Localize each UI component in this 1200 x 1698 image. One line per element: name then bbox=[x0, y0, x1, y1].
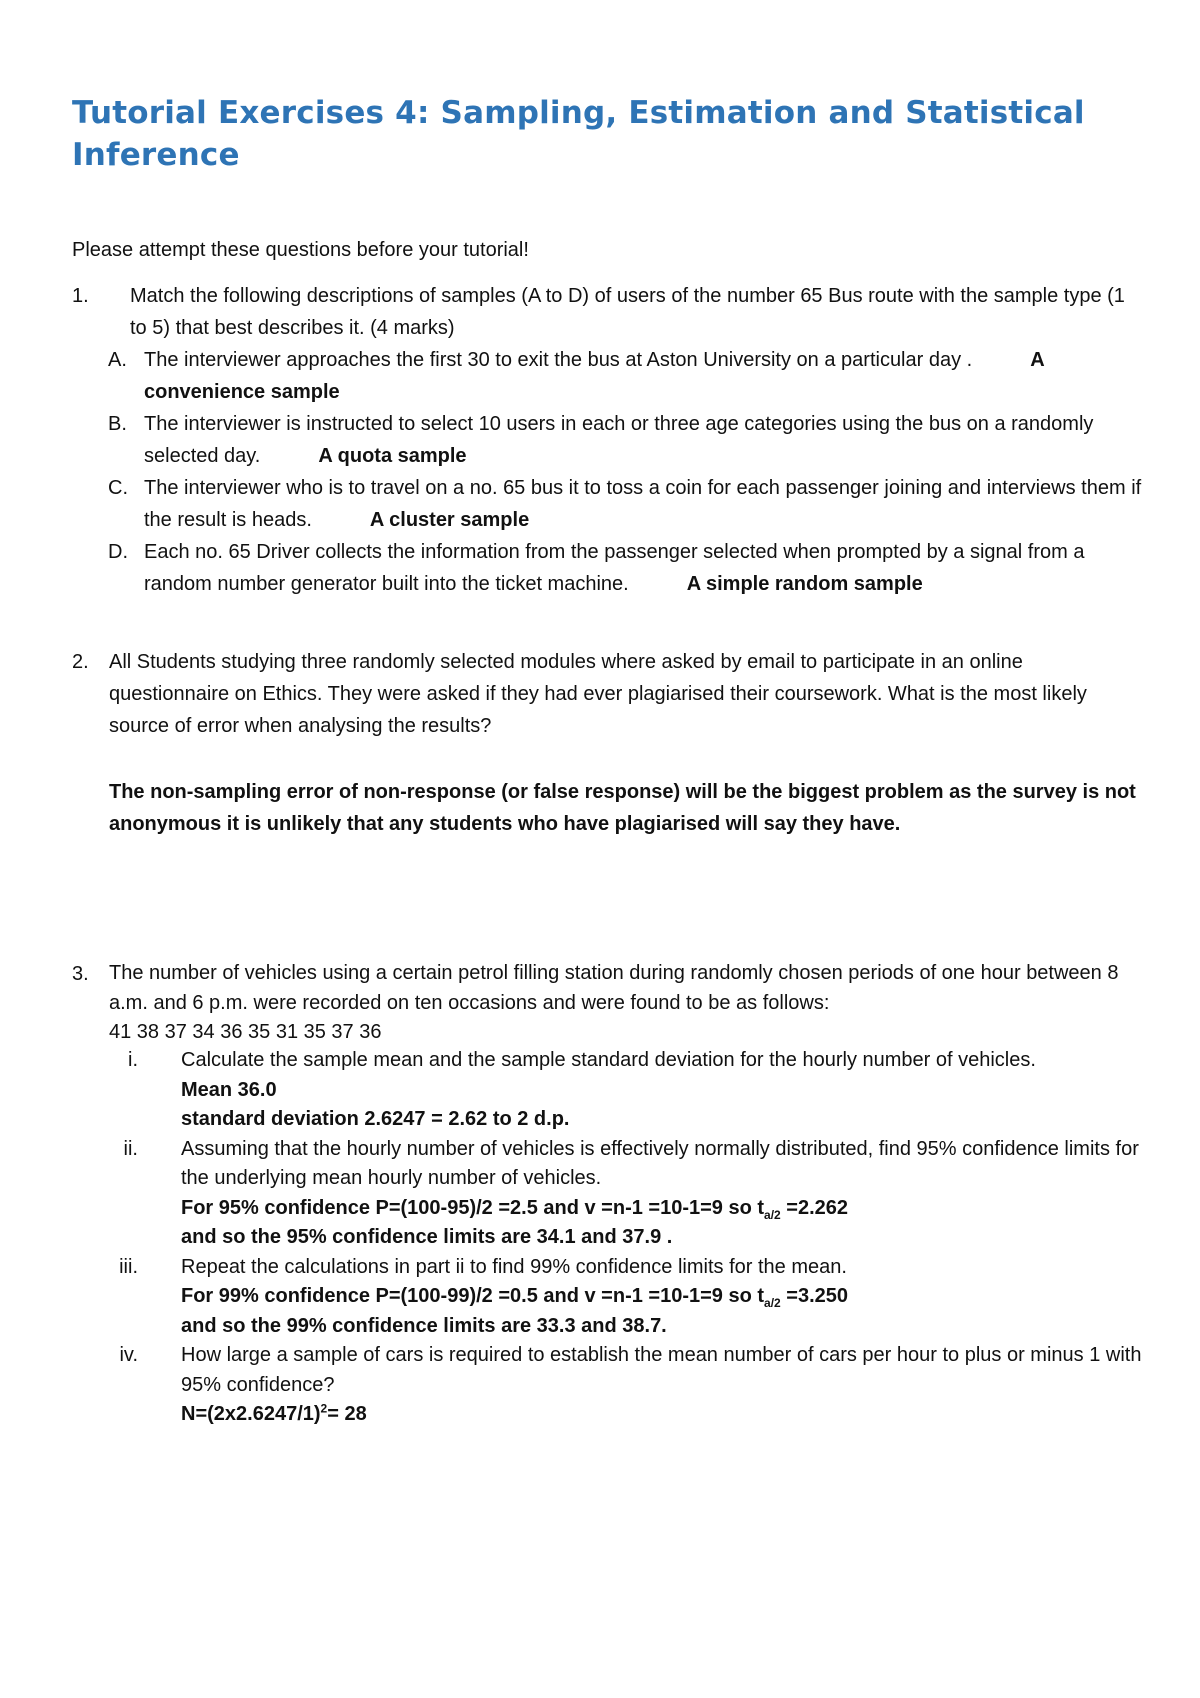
q1-item-b bbox=[72, 408, 1142, 472]
q3-part-i bbox=[72, 1046, 1142, 1135]
answer-text-end: =3.250 bbox=[780, 1285, 849, 1307]
q1-item-a bbox=[72, 344, 1142, 408]
question-text: All Students studying three randomly selected modules where asked by email to participate in an online questionnaire on Ethics. They were asked if they had ever plagiarised their coursework. What is the most likely source of error when analysing the results? bbox=[109, 651, 1087, 737]
item-label: D. bbox=[108, 541, 128, 563]
answer-text-end: =2.262 bbox=[780, 1196, 849, 1219]
answer-text: N=(2x2.6247/1) bbox=[181, 1403, 321, 1425]
answer-text-end: = 28 bbox=[327, 1403, 367, 1425]
answer-text: For 95% confidence P=(100-95)/2 =2.5 and v =n-1 =10-1=9 so t bbox=[181, 1196, 765, 1219]
data-values: 41 38 37 34 36 35 31 35 37 36 bbox=[109, 1021, 382, 1043]
question-text: Match the following descriptions of samples (A to D) of users of the number 65 Bus route with the sample type (1 to 5) that best describes it. (4 marks) bbox=[130, 285, 1125, 339]
part-answer-2: and so the 99% confidence limits are 33.3 and 38.7. bbox=[181, 1314, 667, 1337]
question-text: The number of vehicles using a certain petrol filling station during randomly chosen periods of one hour between 8 a.m. and 6 p.m. were recorded on ten occasions and were found to be as follows: bbox=[109, 962, 1119, 1014]
q3-part-iii bbox=[72, 1253, 1142, 1342]
page-title: Tutorial Exercises 4: Sampling, Estimation and Statistical Inference bbox=[72, 95, 1085, 173]
item-text: The interviewer approaches the first 30 to exit the bus at Aston University on a particular day . bbox=[144, 349, 973, 371]
part-answer-2: standard deviation 2.6247 = 2.62 to 2 d.p. bbox=[181, 1108, 570, 1130]
part-text: Assuming that the hourly number of vehicles is effectively normally distributed, find 95% confidence limits for the underlying mean hourly number of vehicles. bbox=[181, 1137, 1139, 1189]
part-label: iii. bbox=[119, 1255, 138, 1278]
item-label: C. bbox=[108, 477, 128, 499]
item-text: Each no. 65 Driver collects the information from the passenger selected when prompted by a signal from a random number generator built into the ticket machine. bbox=[144, 541, 1085, 595]
item-text: The interviewer who is to travel on a no. 65 bus it to toss a coin for each passenger joining and interviews them if the result is heads. bbox=[144, 477, 1142, 531]
part-label: iv. bbox=[119, 1344, 138, 1366]
part-label: i. bbox=[128, 1049, 138, 1071]
answer-subscript: a/2 bbox=[764, 1296, 781, 1310]
question-answer: The non-sampling error of non-response (or false response) will be the biggest problem as the survey is not anonymous it is unlikely that any students who have plagiarised will say they have. bbox=[109, 781, 1136, 835]
part-text: Repeat the calculations in part ii to find 99% confidence limits for the mean. bbox=[181, 1255, 847, 1278]
part-answer bbox=[181, 1400, 1142, 1430]
question-2 bbox=[72, 646, 1142, 840]
part-label: ii. bbox=[123, 1137, 138, 1160]
q3-part-ii bbox=[72, 1135, 1142, 1253]
intro-text: Please attempt these questions before your tutorial! bbox=[72, 239, 529, 261]
answer-text: For 99% confidence P=(100-99)/2 =0.5 and v =n-1 =10-1=9 so t bbox=[181, 1285, 765, 1307]
answer-superscript: 2 bbox=[320, 1401, 328, 1416]
question-number: 1. bbox=[72, 285, 89, 307]
part-answer-2: and so the 95% confidence limits are 34.1 and 37.9 . bbox=[181, 1226, 673, 1248]
answer-subscript: a/2 bbox=[764, 1207, 781, 1222]
part-answer-1 bbox=[181, 1194, 1142, 1224]
item-label: B. bbox=[108, 413, 127, 435]
question-1 bbox=[72, 280, 1142, 600]
item-answer: A convenience sample bbox=[144, 349, 1044, 403]
q1-item-d bbox=[72, 536, 1142, 600]
item-text: The interviewer is instructed to select 10 users in each or three age categories using the bus on a randomly selected day. bbox=[144, 413, 1094, 467]
part-answer-1 bbox=[181, 1282, 1142, 1312]
q3-part-iv bbox=[72, 1341, 1142, 1430]
item-label: A. bbox=[108, 349, 127, 371]
document-page bbox=[72, 92, 1142, 1430]
item-answer: A quota sample bbox=[318, 445, 467, 467]
question-number: 3. bbox=[72, 963, 89, 985]
part-text: How large a sample of cars is required to establish the mean number of cars per hour to plus or minus 1 with 95% confidence? bbox=[181, 1344, 1142, 1396]
item-answer: A cluster sample bbox=[369, 509, 530, 531]
question-3 bbox=[72, 958, 1142, 1430]
question-number: 2. bbox=[72, 651, 89, 673]
q1-item-c bbox=[72, 472, 1142, 536]
part-answer-1: Mean 36.0 bbox=[181, 1078, 277, 1101]
part-text: Calculate the sample mean and the sample standard deviation for the hourly number of vehicles. bbox=[181, 1049, 1036, 1071]
item-answer: A simple random sample bbox=[686, 573, 923, 595]
